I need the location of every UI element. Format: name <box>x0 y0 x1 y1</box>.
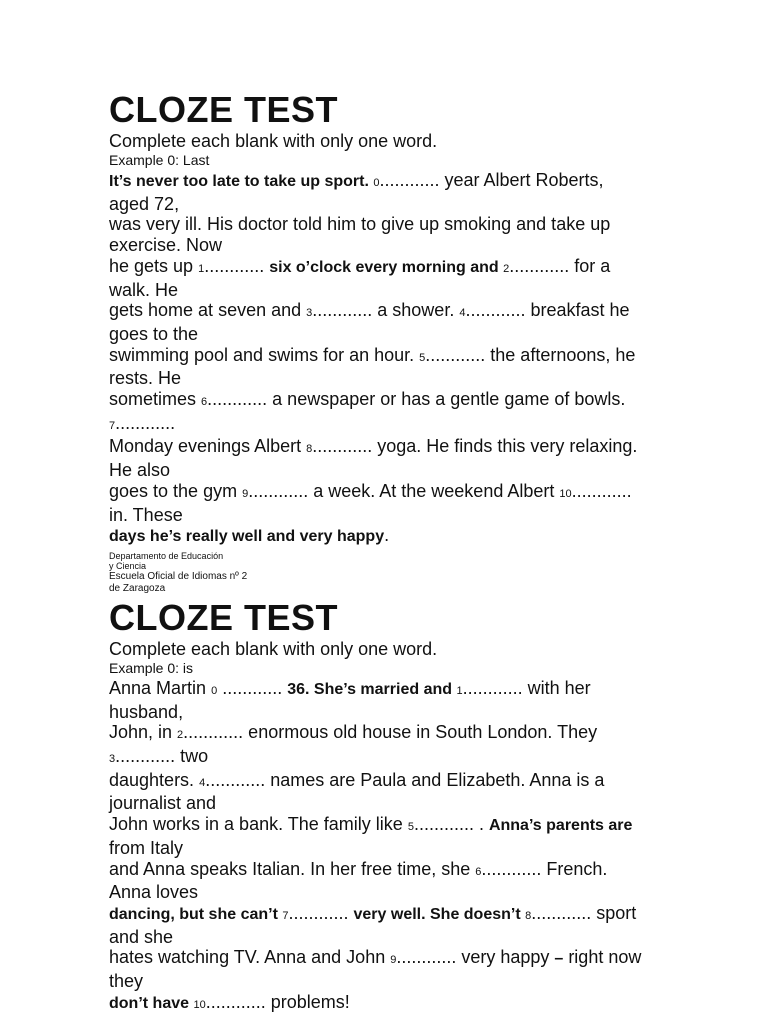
passage-text: John, in <box>109 722 178 743</box>
passage <box>109 170 649 548</box>
school-line: de Zaragoza <box>109 582 166 594</box>
blank-number: 9 <box>242 487 249 500</box>
passage-line <box>109 903 649 927</box>
blank-number: 3 <box>109 753 116 766</box>
blank-number: 2 <box>177 729 184 742</box>
blank-number: 3 <box>306 307 313 320</box>
dept-line: y Ciencia <box>109 560 147 571</box>
passage-text: Monday evenings Albert <box>109 436 307 457</box>
passage-text: gets home at seven and <box>109 300 307 321</box>
passage-text: ............ breakfast he <box>465 300 630 321</box>
passage-text: ............ problems! <box>205 991 350 1012</box>
passage-text: hates watching TV. Anna and John <box>109 947 391 968</box>
passage-line <box>109 235 649 256</box>
instruction: Complete each blank with only one word. <box>109 131 438 151</box>
dept-line: Departamento de Educación <box>109 550 224 561</box>
passage-line <box>109 505 649 526</box>
passage-text: rests. He <box>109 368 182 389</box>
passage-line <box>109 194 649 215</box>
passage-text: He also <box>109 460 171 481</box>
passage-line <box>109 793 649 814</box>
passage-text: Anna loves <box>109 882 199 903</box>
passage-text: ............ for a <box>509 255 611 276</box>
passage-line <box>109 345 649 369</box>
test-title: CLOZE TEST <box>109 89 338 130</box>
passage-text: ............ names are Paula and Elizabeth. Anna is a <box>205 769 605 790</box>
blank-number: 4 <box>459 307 466 320</box>
passage-text: ............ with her <box>462 677 591 698</box>
blank-number: 10 <box>559 487 572 500</box>
cloze-test-2 <box>109 597 649 1016</box>
blank-number: 5 <box>407 821 414 834</box>
passage-line <box>109 170 649 194</box>
passage-text: ............ <box>288 902 354 923</box>
bold-text: – <box>554 950 564 968</box>
passage-line <box>109 947 649 971</box>
passage-line <box>109 971 649 992</box>
passage-text: John works in a bank. The family like <box>109 814 408 835</box>
passage-text: daughters. <box>109 769 200 790</box>
blank-number: 1 <box>198 262 205 275</box>
dept-header <box>109 551 649 571</box>
blank-number: 2 <box>503 262 510 275</box>
instruction: Complete each blank with only one word. <box>109 638 438 659</box>
passage-text: swimming pool and swims for an hour. <box>109 344 420 365</box>
bold-text: Anna’s parents are <box>488 817 633 835</box>
passage-text: goes to the <box>109 323 199 344</box>
test-title: CLOZE TEST <box>109 596 338 638</box>
school-header <box>109 571 649 595</box>
passage-line <box>109 838 649 859</box>
cloze-test-1 <box>109 89 649 548</box>
passage-text: Anna Martin <box>109 677 212 698</box>
passage-text: husband, <box>109 701 184 722</box>
passage-text: ............ the afternoons, he <box>425 344 636 365</box>
passage-line <box>109 525 649 548</box>
passage-text: ............ very happy <box>396 947 555 968</box>
passage-text: in. These <box>109 504 183 525</box>
passage-line <box>109 814 649 838</box>
passage-line <box>109 481 649 505</box>
passage-line <box>109 927 649 948</box>
passage-text: ............ a week. At the weekend Albert <box>248 480 560 501</box>
passage-text: ............ sport <box>531 902 637 923</box>
passage-text: walk. He <box>109 279 179 300</box>
blank-number: 6 <box>475 865 482 878</box>
passage-line <box>109 678 649 702</box>
passage-text: ............ yoga. He finds this very relaxing. <box>312 436 638 457</box>
passage-text: ............ <box>571 480 632 501</box>
passage-line <box>109 770 649 794</box>
passage-text: ............ a shower. <box>312 300 460 321</box>
passage-text: aged 72, <box>109 193 180 214</box>
passage-line <box>109 460 649 481</box>
passage-text: goes to the gym <box>109 480 243 501</box>
example: Example 0: Last <box>109 152 210 168</box>
passage-line <box>109 256 649 280</box>
passage-line <box>109 413 649 437</box>
bold-text: 36. She’s married and <box>287 680 457 698</box>
passage-text: ............ two <box>115 746 209 767</box>
passage-line <box>109 859 649 883</box>
blank-number: 4 <box>199 776 206 789</box>
bold-text: It’s never too late to take up sport. <box>109 173 374 190</box>
example: Example 0: is <box>109 659 194 676</box>
blank-number: 6 <box>201 396 208 409</box>
passage-text: ............ . <box>413 814 489 835</box>
passage-text: he gets up <box>109 255 199 276</box>
passage-line <box>109 324 649 345</box>
bold-text: don’t have <box>109 994 194 1012</box>
passage-text: exercise. Now <box>109 235 223 256</box>
school-line: Escuela Oficial de Idiomas nº 2 <box>109 570 248 582</box>
passage-line <box>109 368 649 389</box>
blank-number: 10 <box>193 998 206 1011</box>
blank-number: 7 <box>109 419 116 432</box>
blank-number: 0 <box>373 177 380 189</box>
passage-text: ............ year Albert Roberts, <box>379 170 604 190</box>
passage-text: and she <box>109 926 174 947</box>
bold-text: six o’clock every morning and <box>269 258 504 276</box>
bold-text: very well. She doesn’t <box>353 905 526 923</box>
passage-text: ............ <box>115 412 176 433</box>
bold-text: dancing, but she can’t <box>109 905 283 923</box>
passage-line <box>109 280 649 301</box>
passage-text: ............ <box>217 677 288 698</box>
passage-text: from Italy <box>109 837 184 858</box>
passage <box>109 678 649 1016</box>
bold-text: days he’s really well and very happy <box>109 528 385 546</box>
passage-text: ............ enormous old house in South London. They <box>183 722 598 743</box>
passage-text: sometimes <box>109 389 202 410</box>
blank-number: 0 <box>211 684 218 697</box>
passage-line <box>109 214 649 235</box>
passage-text: and Anna speaks Italian. In her free time, she <box>109 858 476 879</box>
passage-line <box>109 746 649 770</box>
passage-text: ............ <box>204 255 270 276</box>
passage-text: journalist and <box>109 793 217 814</box>
passage-line <box>109 300 649 324</box>
blank-number: 7 <box>282 909 289 922</box>
passage-line <box>109 882 649 903</box>
passage-text: was very ill. His doctor told him to give up smoking and take up <box>109 214 611 235</box>
passage-line <box>109 722 649 746</box>
passage-text: ............ French. <box>481 858 608 879</box>
blank-number: 5 <box>419 351 426 364</box>
document <box>109 89 649 1016</box>
passage-line <box>109 992 649 1016</box>
blank-number: 8 <box>525 909 532 922</box>
passage-text: ............ a newspaper or has a gentle game of bowls. <box>207 389 626 410</box>
passage-line <box>109 702 649 723</box>
blank-number: 9 <box>390 954 397 967</box>
passage-text: right now <box>563 947 642 968</box>
passage-text: they <box>109 971 144 992</box>
blank-number: 1 <box>456 684 463 697</box>
passage-line <box>109 436 649 460</box>
passage-text: . <box>384 525 390 546</box>
passage-line <box>109 389 649 413</box>
blank-number: 8 <box>306 443 313 456</box>
